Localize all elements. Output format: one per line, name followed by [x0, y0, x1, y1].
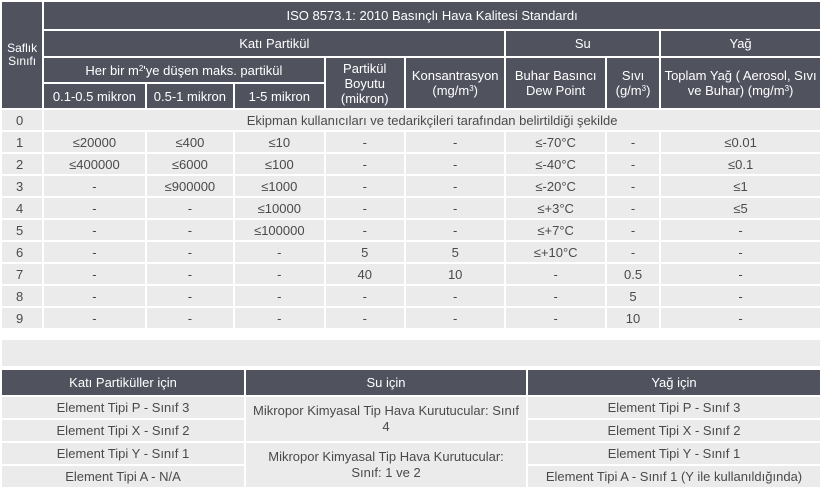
- table-cell: -: [44, 220, 145, 240]
- table-cell: -: [607, 132, 659, 152]
- table-cell: 5: [406, 242, 504, 262]
- table-row: [2, 286, 820, 306]
- oil-filter-header: Yağ için: [528, 370, 820, 395]
- class-number: 5: [2, 220, 42, 240]
- class-0-note: Ekipman kullanıcıları ve tedarikçileri tarafından belirtildiği şekilde: [44, 110, 820, 130]
- table-cell: -: [406, 132, 504, 152]
- table-cell: -: [44, 286, 145, 306]
- oil-filter-item: Element Tipi P - Sınıf 3: [528, 397, 820, 418]
- solid-particle-group: Katı Partikül: [44, 31, 504, 56]
- table-cell: -: [661, 242, 820, 262]
- table-cell: ≤-40°C: [506, 154, 604, 174]
- table-cell: -: [326, 198, 404, 218]
- table-cell: -: [326, 154, 404, 174]
- table-cell: -: [326, 220, 404, 240]
- concentration-header: Konsantrasyon $(mg/m^3)$: [406, 58, 504, 108]
- particles-per-m2-header: Her bir $m^2'ye$ düşen maks. partikül: [44, 58, 323, 82]
- particle-size-header: Partikül Boyutu (mikron): [326, 58, 404, 108]
- oil-filter-item: Element Tipi A - Sınıf 1 (Y ile kullanıldığında): [528, 466, 820, 487]
- table-spacer: [2, 340, 820, 366]
- table-cell: -: [406, 154, 504, 174]
- size-range-header: 0.5-1 mikron: [147, 84, 233, 108]
- table-cell: ≤0.1: [661, 154, 820, 174]
- water-group: Su: [506, 31, 659, 56]
- table-cell: ≤900000: [147, 176, 233, 196]
- purity-class-header: Saflık Sınıfı: [2, 2, 42, 108]
- table-cell: -: [406, 220, 504, 240]
- table-cell: -: [661, 286, 820, 306]
- table-cell: ≤+10°C: [506, 242, 604, 262]
- size-range-header: 0.1-0.5 mikron: [44, 84, 145, 108]
- table-cell: -: [235, 242, 323, 262]
- solid-filter-item: Element Tipi Y - Sınıf 1: [2, 443, 244, 464]
- table-cell: -: [607, 154, 659, 174]
- table-cell: ≤20000: [44, 132, 145, 152]
- table-cell: -: [44, 176, 145, 196]
- class-number: 2: [2, 154, 42, 174]
- liquid-header: Sıvı $(g/m^3)$: [607, 58, 659, 108]
- class-number: 9: [2, 308, 42, 328]
- table-cell: 10: [406, 264, 504, 284]
- table-cell: -: [607, 242, 659, 262]
- table-cell: ≤+7°C: [506, 220, 604, 240]
- table-cell: -: [147, 308, 233, 328]
- table-cell: -: [406, 176, 504, 196]
- water-filter-item: Mikropor Kimyasal Tip Hava Kurutucular: Sınıf 4: [246, 397, 526, 441]
- table-cell: ≤1: [661, 176, 820, 196]
- dew-point-header: Buhar Basıncı Dew Point: [506, 58, 604, 108]
- table-cell: -: [406, 286, 504, 306]
- table-cell: -: [235, 264, 323, 284]
- table-cell: -: [506, 308, 604, 328]
- table-row: [2, 220, 820, 240]
- table-cell: 5: [326, 242, 404, 262]
- table-cell: -: [607, 176, 659, 196]
- table-cell: -: [661, 220, 820, 240]
- size-range-header: 1-5 mikron: [235, 84, 323, 108]
- table-cell: -: [147, 242, 233, 262]
- table-cell: -: [44, 264, 145, 284]
- table-cell: -: [661, 308, 820, 328]
- total-oil-header: Toplam Yağ ( Aerosol, Sıvı ve Buhar) $(mg/m^3)$: [661, 58, 820, 108]
- table-row: [2, 242, 820, 262]
- table-cell: -: [406, 198, 504, 218]
- table-cell: ≤+3°C: [506, 198, 604, 218]
- filter-recommendation-table: [0, 368, 822, 489]
- table-row: [2, 132, 820, 152]
- class-number: 8: [2, 286, 42, 306]
- solid-filter-item: Element Tipi P - Sınıf 3: [2, 397, 244, 418]
- table-cell: -: [147, 198, 233, 218]
- table-row: [2, 198, 820, 218]
- table-cell: -: [147, 286, 233, 306]
- table-cell: ≤6000: [147, 154, 233, 174]
- table-title: ISO 8573.1: 2010 Basınçlı Hava Kalitesi Standardı: [44, 2, 820, 29]
- table-cell: -: [326, 286, 404, 306]
- table-row: [2, 308, 820, 328]
- table-cell: -: [506, 264, 604, 284]
- class-number: 7: [2, 264, 42, 284]
- table-cell: -: [326, 308, 404, 328]
- table-cell: 10: [607, 308, 659, 328]
- table-cell: -: [44, 242, 145, 262]
- table-cell: -: [661, 264, 820, 284]
- table-cell: -: [147, 264, 233, 284]
- table-cell: -: [607, 220, 659, 240]
- table-cell: -: [44, 308, 145, 328]
- class-number: 3: [2, 176, 42, 196]
- solid-filter-header: Katı Partiküller için: [2, 370, 244, 395]
- table-cell: ≤10000: [235, 198, 323, 218]
- table-cell: ≤400000: [44, 154, 145, 174]
- table-cell: ≤0.01: [661, 132, 820, 152]
- table-cell: ≤10: [235, 132, 323, 152]
- water-filter-item: Mikropor Kimyasal Tip Hava Kurutucular: Sınıf: 1 ve 2: [246, 443, 526, 487]
- oil-filter-item: Element Tipi X - Sınıf 2: [528, 420, 820, 441]
- solid-filter-item: Element Tipi A - N/A: [2, 466, 244, 487]
- table-cell: -: [506, 286, 604, 306]
- oil-filter-item: Element Tipi Y - Sınıf 1: [528, 443, 820, 464]
- table-cell: -: [235, 286, 323, 306]
- table-row: [2, 110, 820, 130]
- table-row: [2, 264, 820, 284]
- oil-group: Yağ: [661, 31, 820, 56]
- table-cell: ≤100000: [235, 220, 323, 240]
- table-cell: ≤5: [661, 198, 820, 218]
- class-number: 1: [2, 132, 42, 152]
- table-cell: 40: [326, 264, 404, 284]
- table-cell: ≤100: [235, 154, 323, 174]
- table-cell: ≤-20°C: [506, 176, 604, 196]
- solid-filter-item: Element Tipi X - Sınıf 2: [2, 420, 244, 441]
- table-cell: 5: [607, 286, 659, 306]
- table-row: [2, 154, 820, 174]
- table-cell: -: [326, 132, 404, 152]
- class-number: 0: [2, 110, 42, 130]
- table-cell: ≤-70°C: [506, 132, 604, 152]
- table-cell: ≤400: [147, 132, 233, 152]
- table-cell: -: [44, 198, 145, 218]
- table-cell: -: [406, 308, 504, 328]
- water-filter-header: Su için: [246, 370, 526, 395]
- table-cell: -: [235, 308, 323, 328]
- table-cell: -: [326, 176, 404, 196]
- class-number: 4: [2, 198, 42, 218]
- class-number: 6: [2, 242, 42, 262]
- table-cell: 0.5: [607, 264, 659, 284]
- table-cell: -: [607, 198, 659, 218]
- table-row: [2, 176, 820, 196]
- table-cell: -: [147, 220, 233, 240]
- table-cell: ≤1000: [235, 176, 323, 196]
